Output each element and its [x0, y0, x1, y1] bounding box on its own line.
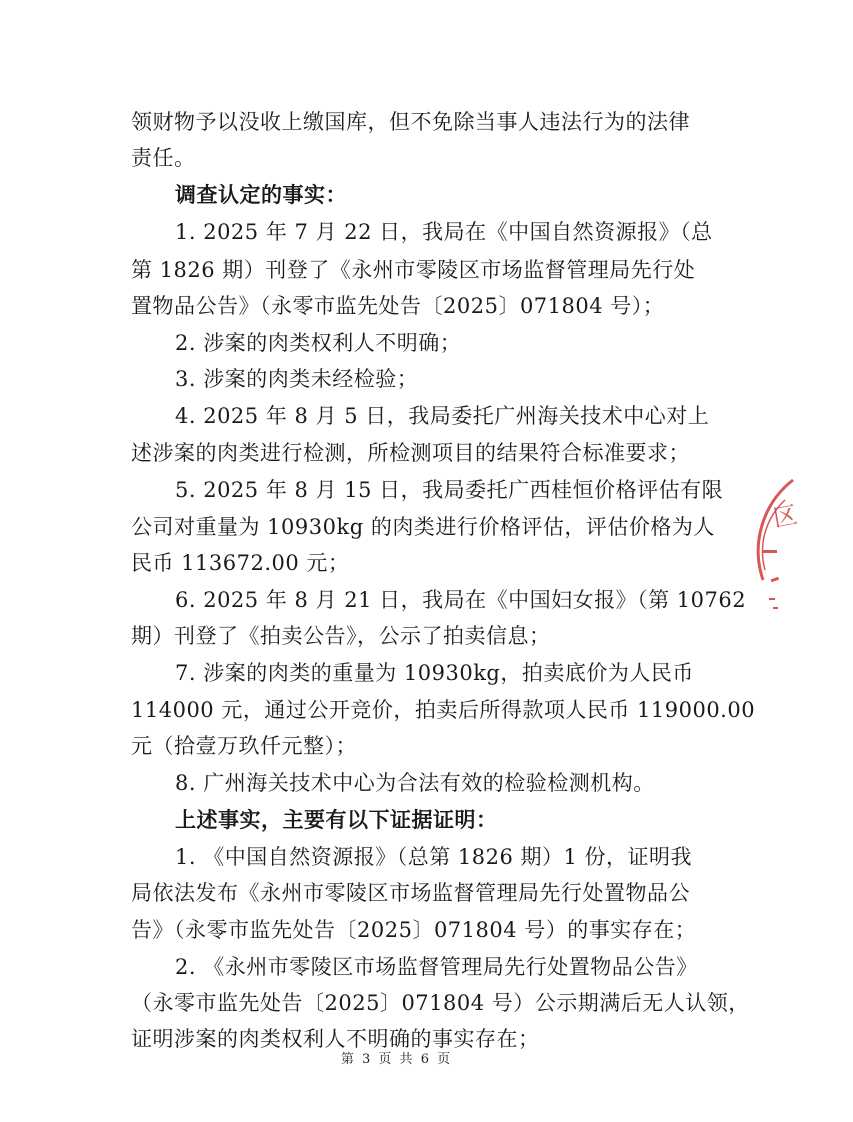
body-line: 6. 2025 年 8 月 21 日，我局在《中国妇女报》（第 10762 [175, 588, 747, 612]
body-line: 第 1826 期）刊登了《永州市零陵区市场监督管理局先行处 [131, 258, 696, 282]
body-line: 责任。 [131, 146, 196, 170]
page-footer: 第 3 页 共 6 页 [340, 1052, 453, 1067]
body-line: 公司对重量为 10930kg 的肉类进行价格评估，评估价格为人 [131, 515, 715, 539]
body-line: 2. 涉案的肉类权利人不明确； [175, 331, 462, 355]
body-line: 5. 2025 年 8 月 15 日，我局委托广西桂恒价格评估有限 [175, 478, 724, 502]
body-line: 告》（永零市监先处告〔2025〕071804 号）的事实存在； [131, 918, 697, 942]
official-seal [733, 470, 853, 650]
body-line: 7. 涉案的肉类的重量为 10930kg，拍卖底价为人民币 [175, 661, 694, 685]
body-line: 4. 2025 年 8 月 5 日，我局委托广州海关技术中心对上 [175, 404, 710, 428]
body-line: 证明涉案的肉类权利人不明确的事实存在； [131, 1027, 540, 1051]
body-line: 3. 涉案的肉类未经检验； [175, 367, 419, 391]
body-line: 局依法发布《永州市零陵区市场监督管理局先行处置物品公 [131, 881, 690, 905]
body-line: 1. 《中国自然资源报》（总第 1826 期）1 份，证明我 [175, 845, 693, 869]
body-line: 期）刊登了《拍卖公告》，公示了拍卖信息； [131, 624, 551, 648]
body-line: 2. 《永州市零陵区市场监督管理局先行处置物品公告》 [175, 955, 698, 979]
section-heading-facts: 调查认定的事实： [175, 182, 347, 207]
body-line: 8. 广州海关技术中心为合法有效的检验检测机构。 [175, 771, 655, 795]
body-line: 元（拾壹万玖仟元整）； [131, 734, 357, 758]
body-line: （永零市监先处告〔2025〕071804 号）公示期满后无人认领， [131, 991, 750, 1015]
body-line: 民币 113672.00 元； [131, 551, 350, 575]
body-line: 置物品公告》（永零市监先处告〔2025〕071804 号）； [131, 294, 665, 318]
body-line: 114000 元，通过公开竞价，拍卖后所得款项人民币 119000.00 [131, 698, 756, 722]
body-line: 1. 2025 年 7 月 22 日，我局在《中国自然资源报》（总 [175, 220, 713, 244]
svg-text:区: 区 [771, 500, 800, 533]
body-line: 述涉案的肉类进行检测，所检测项目的结果符合标准要求； [131, 441, 690, 465]
body-line: 领财物予以没收上缴国库，但不免除当事人违法行为的法律 [131, 110, 690, 134]
section-heading-evidence: 上述事实，主要有以下证据证明： [175, 807, 498, 832]
